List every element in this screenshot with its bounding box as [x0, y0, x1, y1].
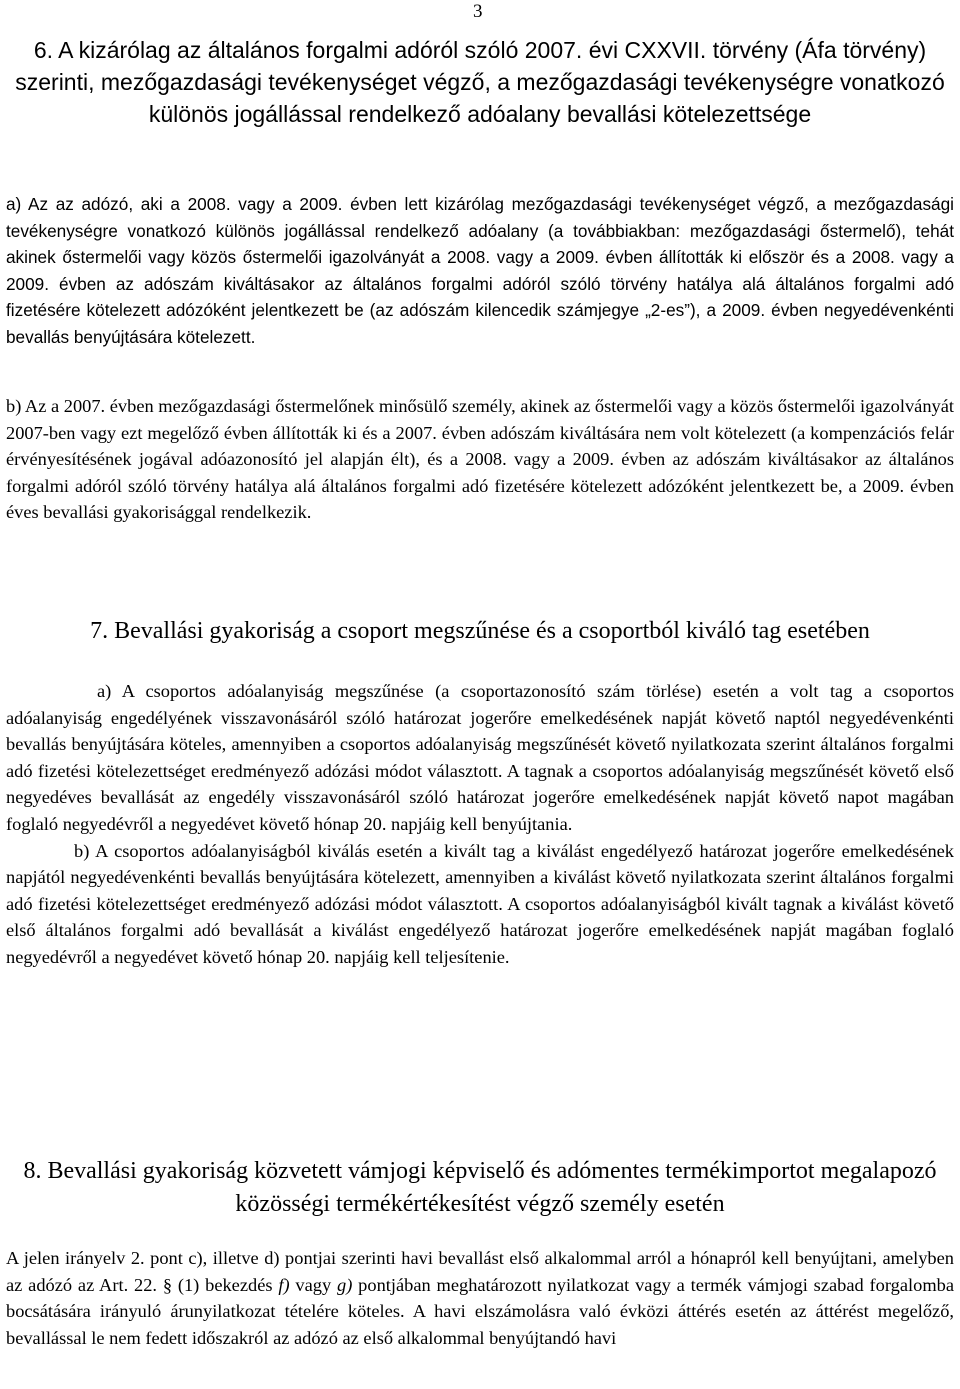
section-8-text-mid: vagy [289, 1274, 338, 1295]
section-8-text-end: pontjában meghatározott nyilatkozat vagy a termék vámjogi szabad forgalomba bocsátására irányuló árunyilatkozat tételére köteles. A havi elszámolásra való évközi áttérés esetén az áttérést megelőző, bevallással le nem fedett időszakról az adózó az első alkalommal benyújtandó havi [6, 1274, 954, 1348]
section-6-paragraph-b: b) Az a 2007. évben mezőgazdasági őstermelőnek minősülő személy, akinek az őstermelői vagy a közös őstermelői igazolványát 2007-ben vagy ezt megelőző évben állították ki és a 2007. évben adószám kiváltására nem volt kötelezett (a kompenzációs felár érvényesítésének jogával adóazonosító jel alapján élt), és a 2008. vagy a 2009. évben az adószám kiváltásakor az általános forgalmi adóról szóló törvény hatálya alá általános forgalmi adó fizetésére kötelezett adózóként jelentkezett be, a 2009. évben éves bevallási gyakorisággal rendelkezik. [6, 396, 954, 523]
section-8-text-start: A jelen irányelv 2. pont c), illetve d) pontjai szerinti havi bevallást első alkalommal arról a hónapról kell benyújtani, amelyben az adózó az Art. 22. § (1) bekezdés [6, 1248, 954, 1295]
section-8-point-g: g) [337, 1274, 353, 1295]
section-8-point-f: f) [278, 1274, 290, 1295]
page-number: 3 [473, 1, 483, 22]
section-8-body [6, 1245, 954, 1351]
section-8-heading: 8. Bevallási gyakoriság közvetett vámjogi képviselő és adómentes termékimportot megalapozó közösségi termékértékesítést végző személy esetén [23, 1158, 937, 1217]
section-6-paragraph-a: a) Az az adózó, aki a 2008. vagy a 2009. évben lett kizárólag mezőgazdasági tevékenységet végző, a mezőgazdasági tevékenységre vonatkozó különös jogállással rendelkező adóalany (a továbbiakban: mezőgazdasági őstermelő), tehát akinek őstermelői vagy közös őstermelői igazolványát a 2008. vagy a 2009. évben állították ki először és a 2008. vagy a 2009. évben az adószám kiváltásakor az általános forgalmi adóról szóló törvény hatálya alá általános forgalmi adó fizetésére kötelezett adózóként jelentkezett be (az adószám kilencedik számjegye „2-es”), a 2009. évben negyedévenkénti bevallás benyújtására kötelezett. [6, 194, 954, 347]
section-7-paragraph-b: b) A csoportos adóalanyiságból kiválás esetén a kivált tag a kiválást engedélyező határozat jogerőre emelkedésének napjától negyedévenkénti bevallás benyújtására kötelezett, amennyiben a kiválást követő nyilatkozata szerint általános forgalmi adó fizetési kötelezettséget eredményező adózási módot választott. A csoportos adóalanyiságból kivált tagnak a kiválást követő első általános forgalmi adó bevallását a kiválást engedélyező határozat jogerőre emelkedésének napját magában foglaló negyedévről a negyedévet követő hónap 20. napjáig kell teljesítenie. [6, 840, 954, 967]
section-7-heading: 7. Bevallási gyakoriság a csoport megszűnése és a csoportból kiváló tag esetében [90, 618, 870, 644]
section-6-heading: 6. A kizárólag az általános forgalmi adóról szóló 2007. évi CXXVII. törvény (Áfa törvény) szerinti, mezőgazdasági tevékenységet végző, a mezőgazdasági tevékenységre vonatkozó különös jogállással rendelkező adóalany bevallási kötelezettsége [15, 37, 945, 127]
section-8-paragraph [6, 1245, 954, 1351]
section-7-body [6, 678, 954, 971]
section-7-paragraph-a: a) A csoportos adóalanyiság megszűnése (a csoportazonosító szám törlése) esetén a volt tag a csoportos adóalanyiság engedélyének visszavonásáról szóló határozat jogerőre emelkedésének napját követő naptól negyedévenkénti bevallás benyújtására köteles, amennyiben a csoportos adóalanyiság megszűnését követő nyilatkozata szerint általános forgalmi adó fizetési kötelezettséget eredményező adózási módot választott. A tagnak a csoportos adóalanyiság megszűnését követő első negyedéves bevallását az engedély visszavonásáról szóló határozat jogerőre emelkedésének napját követő napot magában foglaló negyedévről a negyedévet követő hónap 20. napjáig kell benyújtania. [6, 681, 954, 834]
section-6-body [6, 191, 954, 351]
section-6-body-b [6, 393, 954, 526]
